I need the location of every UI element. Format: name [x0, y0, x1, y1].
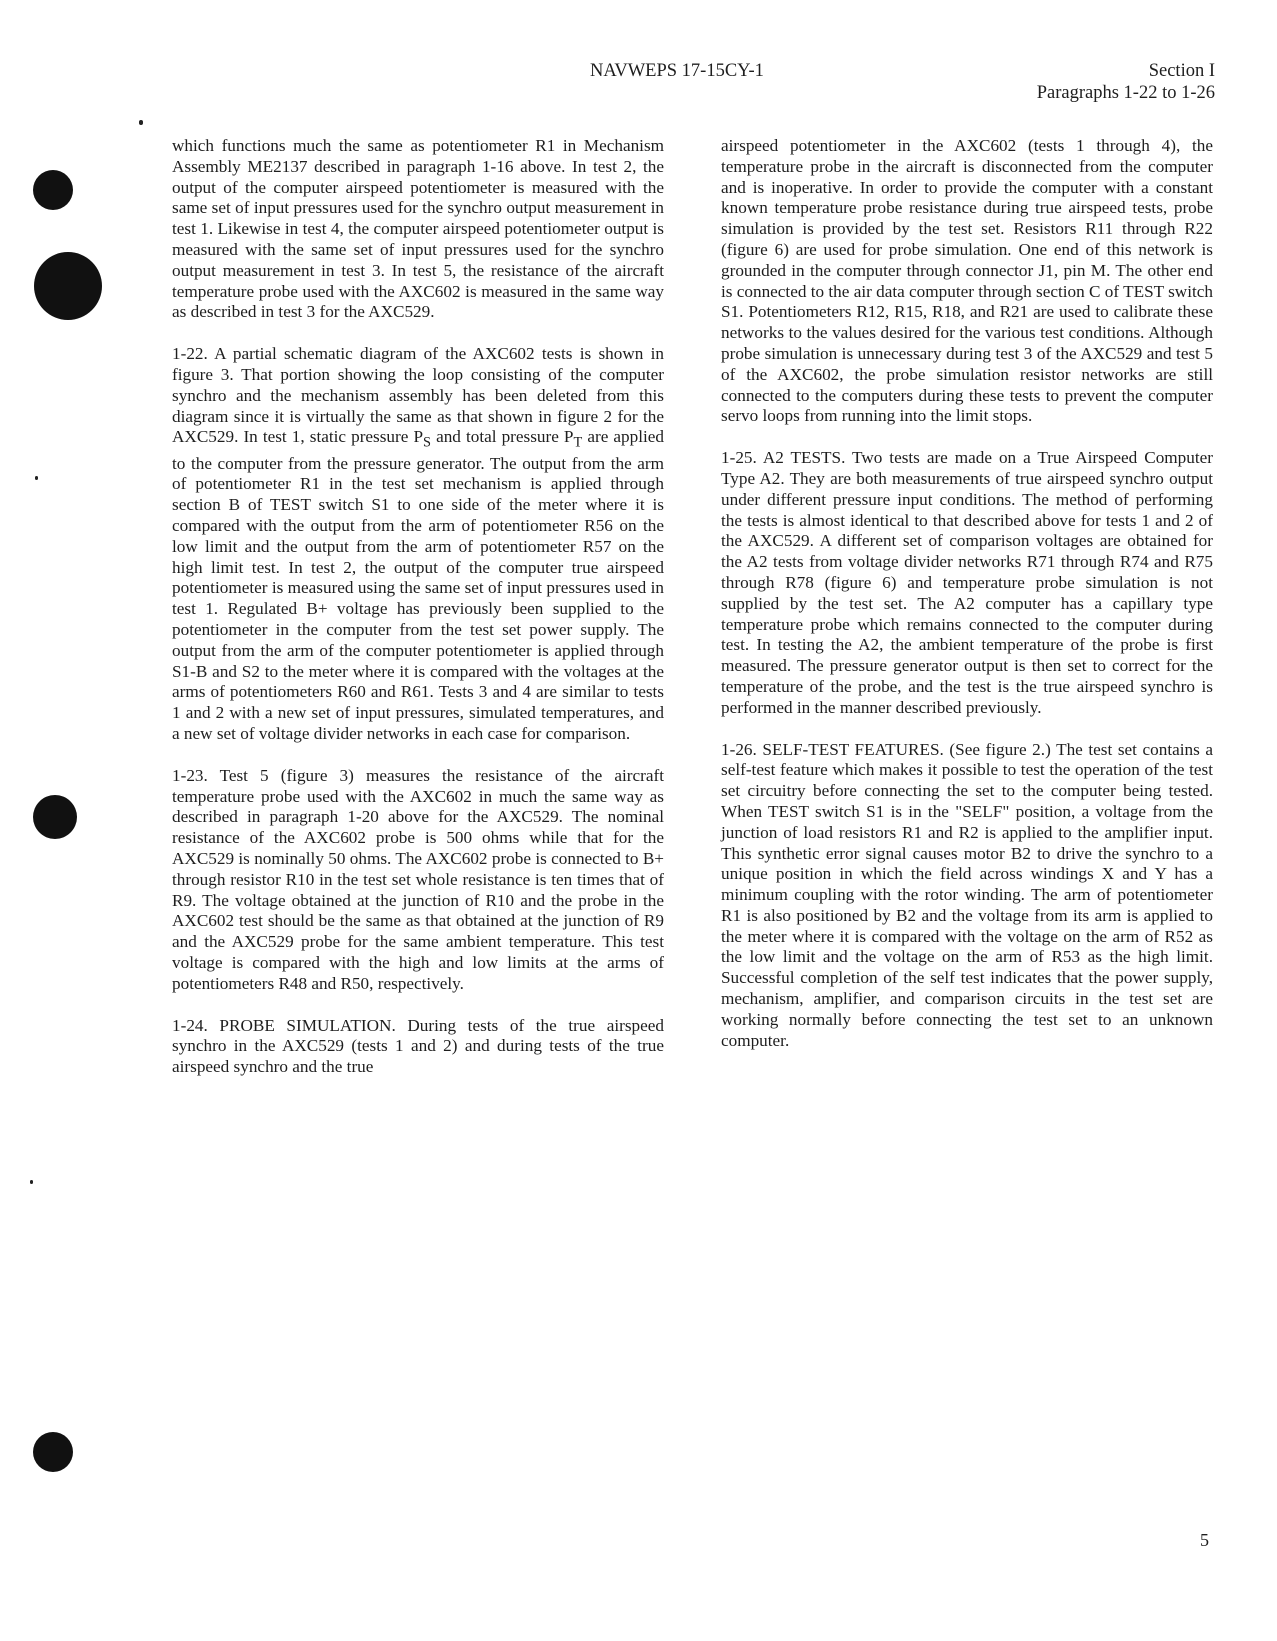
scan-speck	[139, 120, 143, 125]
paragraph-1-26: 1-26. SELF-TEST FEATURES. (See figure 2.) The test set contains a self-test feature which makes it possible to test the operation of the test set circuitry before connecting the set to the computer being tested. When TEST switch S1 is in the "SELF" position, a voltage from the junction of load resistors R1 and R2 is applied to the amplifier input. This synthetic error signal causes motor B2 to drive the synchro to a unique position in which the field across windings X and Y has a minimum coupling with the rotor winding. The arm of potentiometer R1 is also positioned by B2 and the voltage from its arm is applied to the meter where it is compared with the voltage on the arm of R52 as the low limit and the voltage on the arm of R53 as the high limit. Successful completion of the self test indicates that the power supply, mechanism, amplifier, and comparison circuits in the test set are working normally before connecting the test set to an unknown computer.	[721, 739, 1213, 1050]
section-header	[1037, 60, 1215, 104]
paragraph-1-23: 1-23. Test 5 (figure 3) measures the resistance of the aircraft temperature probe used with the AXC602 in much the same way as described in paragraph 1-20 above for the AXC529. The nominal resistance of the AXC602 probe is 500 ohms while that for the AXC529 is nominally 50 ohms. The AXC602 probe is connected to B+ through resistor R10 in the test set whole resistance is ten times that of R9. The voltage obtained at the junction of R10 and the probe in the AXC602 test should be the same as that obtained at the junction of R9 and the AXC529 probe for the same ambient temperature. This test voltage is compared with the high and low limits at the arms of potentiometers R48 and R50, respectively.	[172, 765, 664, 993]
paragraph-1-25: 1-25. A2 TESTS. Two tests are made on a True Airspeed Computer Type A2. They are both measurements of true airspeed synchro output under different pressure input conditions. The method of performing the tests is almost identical to that described above for tests 1 and 2 of the AXC529. A different set of comparison voltages are obtained for the A2 tests from voltage divider networks R71 through R74 and R75 through R78 (figure 6) and temperature probe simulation is not supplied by the test set. The A2 computer has a capillary type temperature probe which remains connected to the computer during test. In testing the A2, the ambient temperature of the probe is first measured. The pressure generator output is then set to correct for the temperature of the probe, and the test is the true airspeed synchro is performed in the manner described previously.	[721, 448, 1213, 717]
paragraph-1-22: 1-22. A partial schematic diagram of the AXC602 tests is shown in figure 3. That portion showing the loop consisting of the computer synchro and the mechanism assembly has been deleted from this diagram since it is virtually the same as that shown in figure 2 for the AXC529. In test 1, static pressure $P_S$ and total pressure $P_T$ are applied to the computer from the pressure generator. The output from the arm of potentiometer R1 in the test set mechanism is applied through section B of TEST switch S1 to one side of the meter where it is compared with the output from the arm of potentiometer R56 on the low limit and the output from the arm of potentiometer R57 on the high limit test. In test 2, the output of the computer true airspeed potentiometer is measured using the same set of input pressures used in test 1. Regulated B+ voltage has previously been supplied to the potentiometer in the computer from the test set power supply. The output from the arm of the computer potentiometer is applied through S1-B and S2 to the meter where it is compared with the voltages at the arms of potentiometers R60 and R61. Tests 3 and 4 are similar to tests 1 and 2 with a new set of input pressures, simulated temperatures, and a new set of voltage divider networks in each case for comparison.	[172, 344, 664, 743]
paragraph-continued: which functions much the same as potentiometer R1 in Mechanism Assembly ME2137 described in paragraph 1-16 above. In test 2, the output of the computer airspeed potentiometer is measured with the same set of input pressures used for the synchro output measurement in test 1. Likewise in test 4, the computer airspeed potentiometer output is measured with the same set of input pressures used for the synchro output measurement in test 3. In test 5, the resistance of the aircraft temperature probe used with the AXC602 is measured in the same way as described in test 3 for the AXC529.	[172, 136, 664, 322]
binder-hole-1	[33, 170, 73, 210]
right-column	[721, 136, 1213, 1072]
paragraph-continued: airspeed potentiometer in the AXC602 (tests 1 through 4), the temperature probe in the aircraft is disconnected from the computer and is inoperative. In order to provide the computer with a constant known temperature probe resistance during true airspeed tests, probe simulation is provided by the test set. Resistors R11 through R22 (figure 6) are used for probe simulation. One end of this network is grounded in the computer through connector J1, pin M. The other end is connected to the air data computer through section C of TEST switch S1. Potentiometers R12, R15, R18, and R21 are used to calibrate these networks to the values desired for the various test conditions. Although probe simulation is unnecessary during test 3 of the AXC529 and test 5 of the AXC602, the probe simulation resistor networks are still connected to the computers during these tests to prevent the computer servo loops from running into the limit stops.	[721, 136, 1213, 426]
scan-speck	[30, 1180, 33, 1184]
page-number: 5	[1200, 1530, 1209, 1550]
left-column	[172, 136, 664, 1099]
binder-hole-4	[33, 1432, 73, 1472]
document-number: NAVWEPS 17-15CY-1	[590, 61, 764, 81]
scan-speck	[35, 476, 38, 480]
paragraph-range: Paragraphs 1-22 to 1-26	[1036, 83, 1215, 103]
subscript-s: S	[423, 434, 431, 451]
paragraph-1-24: 1-24. PROBE SIMULATION. During tests of the true airspeed synchro in the AXC529 (tests 1 and 2) and during tests of the true airspeed synchro and the true	[172, 1015, 664, 1077]
binder-hole-3	[33, 795, 77, 839]
binder-hole-2	[34, 252, 102, 320]
subscript-t: T	[573, 434, 583, 451]
section-label: Section I	[1148, 61, 1215, 81]
